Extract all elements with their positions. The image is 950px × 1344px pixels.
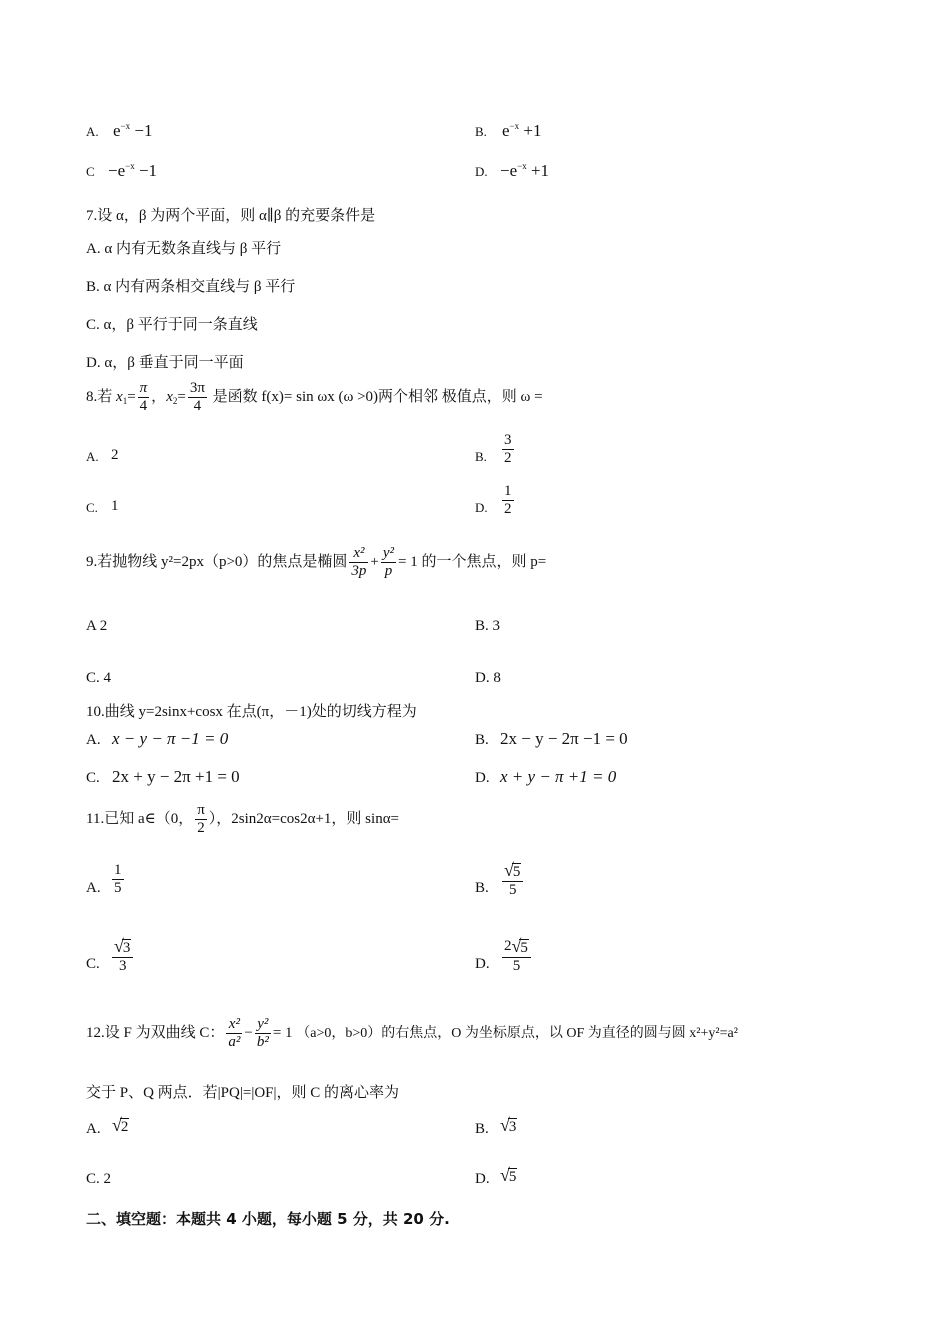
- q10-option-c-label: C.: [86, 770, 100, 786]
- q7-option-a: A. α 内有无数条直线与 β 平行: [86, 241, 282, 257]
- q11-option-d-label: D.: [475, 956, 490, 972]
- q6-option-c-label: C: [86, 164, 95, 179]
- q8-option-a-value: 2: [111, 447, 119, 463]
- q8-stem: 8.若 $x_1=$ $\frac{\pi}{4}$ ，$x_2=$ $\frac{3\pi}{4}$ 是函数 f(x)= sin ωx (ω >0)两个相邻 极值点，则 ω =: [86, 380, 543, 415]
- q12-option-a-root: √2: [112, 1115, 129, 1135]
- q10-option-b-expr: 2x − y − 2π −1 = 0: [500, 729, 628, 748]
- q11-option-b-label: B.: [475, 880, 489, 896]
- q8-option-c-label: C.: [86, 500, 98, 515]
- q10-stem: 10.曲线 y=2sinx+cosx 在点(π，－1)处的切线方程为: [86, 704, 417, 720]
- q11-option-d-fraction: $\frac{2√5}{5}$: [500, 936, 533, 976]
- q11-option-a-label: A.: [86, 880, 101, 896]
- section-heading: 二、填空题：本题共 4 小题，每小题 5 分，共 20 分.: [86, 1210, 450, 1228]
- q7-stem: 7.设 α，β 为两个平面，则 α∥β 的充要条件是: [86, 208, 376, 224]
- q10-option-a-label: A.: [86, 732, 101, 748]
- q11-option-a-fraction: $\frac{1}{5}$: [114, 862, 122, 897]
- q9-option-a: A 2: [86, 618, 108, 634]
- q6-option-b-label: B.: [475, 124, 487, 139]
- q8-option-d-fraction: $\frac{1}{2}$: [504, 483, 512, 518]
- q12-stem: 12.设 F 为双曲线 C： $\frac{\text{x²}}{\text{a²}}$ − $\frac{\text{y²}}{\text{b²}}$ = 1 （a>0，b>0）的右焦点，O 为坐标原点，以 OF 为直径的圆与圆 x²+y²=a²: [86, 1016, 738, 1051]
- q11-option-c-fraction: $\frac{√3}{3}$: [110, 936, 135, 976]
- q7-option-b: B. α 内有两条相交直线与 β 平行: [86, 279, 296, 295]
- q6-option-a-expr: $e^{-x} -1$: [113, 121, 153, 140]
- q12-option-d-root: √5: [500, 1165, 517, 1185]
- q7-option-d: D. α，β 垂直于同一平面: [86, 355, 244, 371]
- q6-option-b-expr: $e^{-x} +1$: [502, 121, 542, 140]
- q8-option-d-label: D.: [475, 500, 488, 515]
- q8-option-a-label: A.: [86, 449, 99, 464]
- q12-option-c: C. 2: [86, 1171, 112, 1187]
- q12-option-a-label: A.: [86, 1121, 101, 1137]
- q9-option-c: C. 4: [86, 670, 112, 686]
- q9-option-d: D. 8: [475, 670, 501, 686]
- q10-option-d-expr: x + y − π +1 = 0: [500, 767, 617, 786]
- q8-option-b-label: B.: [475, 449, 487, 464]
- q6-option-d-expr: $-e^{-x} +1$: [500, 161, 550, 180]
- q6-option-c-expr: $-e^{-x} -1$: [108, 161, 158, 180]
- q12-option-b-root: √3: [500, 1115, 517, 1135]
- q6-option-a-label: A.: [86, 124, 99, 139]
- q6-option-d-label: D.: [475, 164, 488, 179]
- q12-option-b-label: B.: [475, 1121, 489, 1137]
- q10-option-b-label: B.: [475, 732, 489, 748]
- q10-option-a-expr: x − y − π −1 = 0: [112, 729, 229, 748]
- q12-stem-line2: 交于 P、Q 两点．若|PQ|=|OF|，则 C 的离心率为: [86, 1085, 400, 1101]
- q10-option-d-label: D.: [475, 770, 490, 786]
- q11-stem: 11.已知 a∈（0， $\frac{\pi}{2}$ ），2sin2α=cos2α+1，则 sinα=: [86, 802, 400, 837]
- q11-option-b-fraction: $\frac{√5}{5}$: [500, 860, 525, 900]
- q11-option-c-label: C.: [86, 956, 100, 972]
- q12-option-d-label: D.: [475, 1171, 490, 1187]
- q9-option-b: B. 3: [475, 618, 501, 634]
- q8-option-c-value: 1: [111, 498, 119, 514]
- q9-stem: 9.若抛物线 y²=2px（p>0）的焦点是椭圆 $\frac{\text{x²}}{3p}$ + $\frac{\text{y²}}{p}$ = 1 的一个焦点，则 p=: [86, 545, 547, 580]
- q7-option-c: C. α，β 平行于同一条直线: [86, 317, 258, 333]
- q10-option-c-expr: 2x + y − 2π +1 = 0: [112, 767, 240, 786]
- q8-option-b-fraction: $\frac{3}{2}$: [504, 432, 512, 467]
